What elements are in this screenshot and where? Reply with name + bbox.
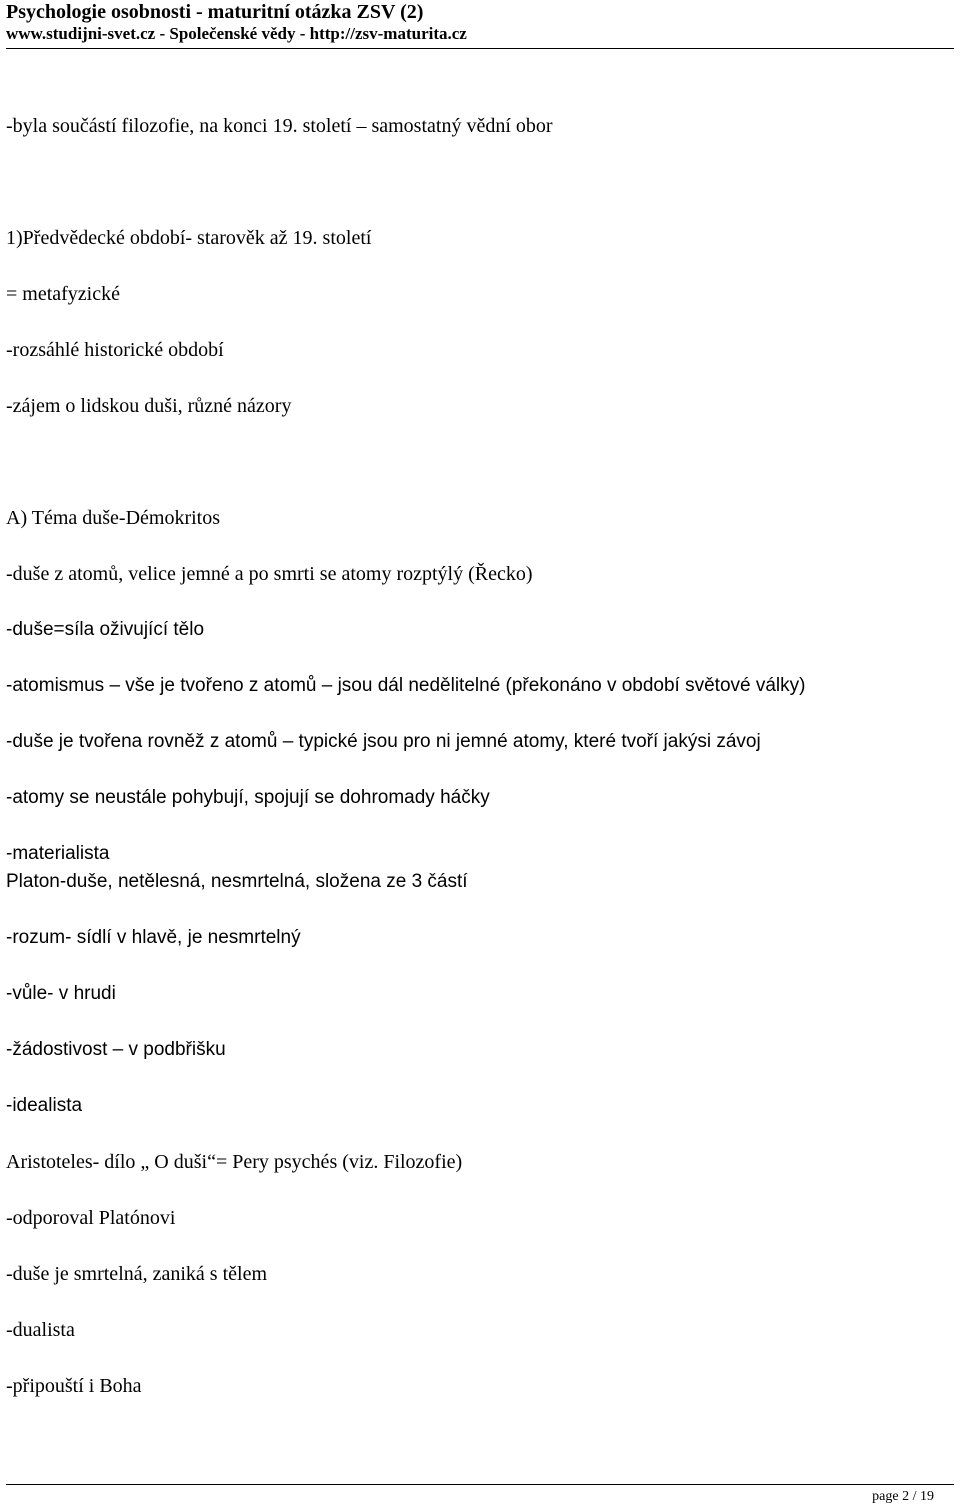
footer-divider (6, 1484, 954, 1485)
header-divider (6, 48, 954, 49)
text-line: -atomy se neustále pohybují, spojují se dohromady háčky (6, 787, 490, 808)
text-line: = metafyzické (6, 283, 120, 305)
page-number: page 2 / 19 (872, 1489, 934, 1504)
text-line: -dualista (6, 1319, 75, 1341)
text-line: Aristoteles- dílo „ O duši“= Pery psychés (viz. Filozofie) (6, 1151, 463, 1173)
text-line: 1)Předvědecké období- starověk až 19. století (6, 227, 372, 249)
document-title: Psychologie osobnosti - maturitní otázka ZSV (2) (6, 1, 424, 23)
text-line: -žádostivost – v podbřišku (6, 1039, 226, 1060)
text-line: -vůle- v hrudi (6, 983, 116, 1004)
text-line: -rozsáhlé historické období (6, 339, 224, 361)
text-line: -duše=síla oživující tělo (6, 619, 205, 640)
document-source: www.studijni-svet.cz - Společenské vědy - http://zsv-maturita.cz (6, 24, 467, 43)
text-line: -duše je tvořena rovněž z atomů – typické jsou pro ni jemné atomy, které tvoří jakýsi závoj (6, 731, 761, 752)
text-line: -zájem o lidskou duši, různé názory (6, 395, 292, 417)
page-header (6, 0, 954, 44)
text-line: Platon-duše, netělesná, nesmrtelná, složena ze 3 částí (6, 871, 468, 892)
text-line: -odporoval Platónovi (6, 1207, 176, 1229)
text-line: -duše je smrtelná, zaniká s tělem (6, 1263, 268, 1285)
text-line: -idealista (6, 1095, 83, 1116)
text-line: -materialista (6, 843, 110, 864)
text-line: -rozum- sídlí v hlavě, je nesmrtelný (6, 927, 301, 948)
text-line: A) Téma duše-Démokritos (6, 507, 221, 529)
text-line: -připouští i Boha (6, 1375, 142, 1397)
text-line: -atomismus – vše je tvořeno z atomů – jsou dál nedělitelné (překonáno v období světové války) (6, 675, 806, 696)
text-line: -duše z atomů, velice jemné a po smrti se atomy rozptýlý (Řecko) (6, 563, 533, 585)
text-line: -byla součástí filozofie, na konci 19. století – samostatný vědní obor (6, 115, 553, 137)
